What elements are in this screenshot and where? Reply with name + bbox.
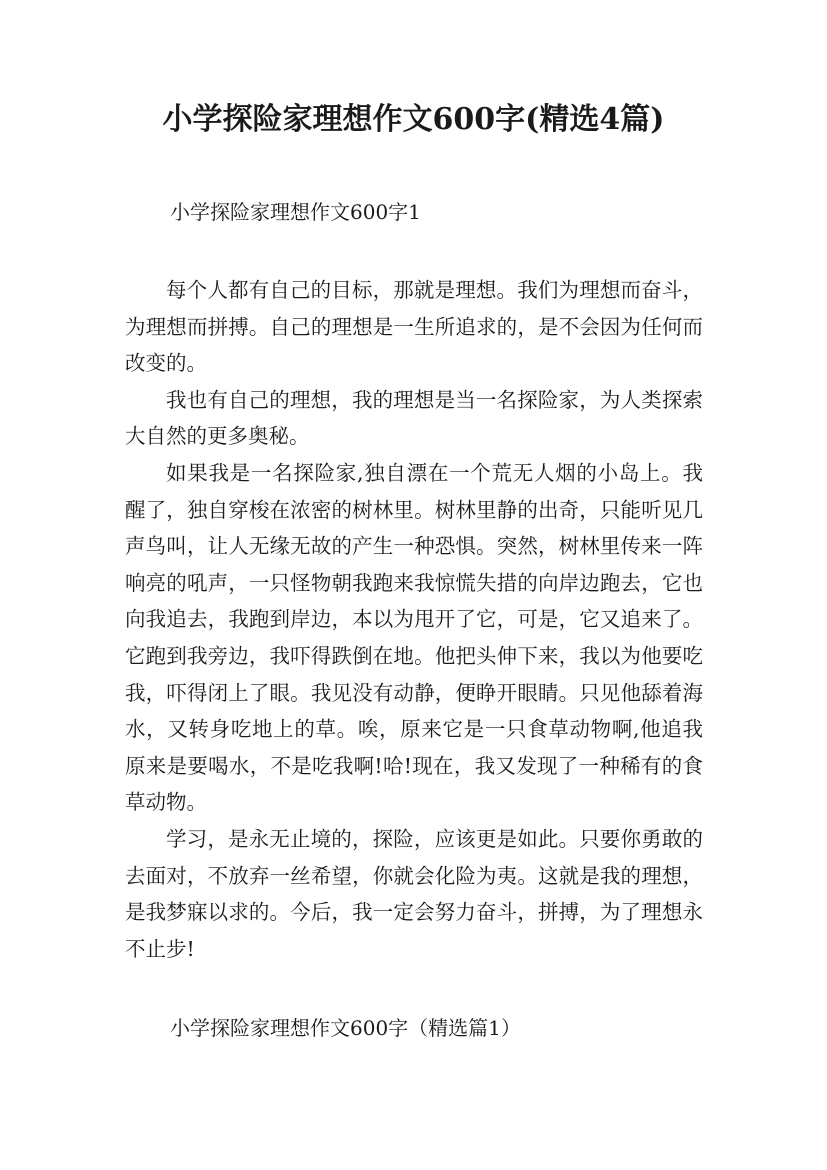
paragraph-2: 我也有自己的理想，我的理想是当一名探险家，为人类探索大自然的更多奥秘。 — [125, 387, 703, 449]
paragraph-1: 每个人都有自己的目标，那就是理想。我们为理想而奋斗，为理想而拼搏。自己的理想是一生所追求的，是不会因为任何而改变的。 — [125, 278, 703, 376]
document-title: 小学探险家理想作文600字(精选4篇) — [162, 102, 665, 137]
paragraph-4: 学习，是永无止境的，探险，应该更是如此。只要你勇敢的去面对，不放弃一丝希望，你就会化险为夷。这就是我的理想，是我梦寐以求的。今后，我一定会努力奋斗，拼搏，为了理想永不止步! — [125, 826, 703, 961]
paragraph-3: 如果我是一名探险家,独自漂在一个荒无人烟的小岛上。我醒了，独自穿梭在浓密的树林里。树林里静的出奇，只能听见几声鸟叫，让人无缘无故的产生一种恐惧。突然，树林里传来一阵响亮的吼声，一只怪物朝我跑来我惊慌失措的向岸边跑去，它也向我追去，我跑到岸边，本以为甩开了它，可是，它又追来了。它跑到我旁边，我吓得跌倒在地。他把头伸下来，我以为他要吃我，吓得闭上了眼。我见没有动静，便睁开眼睛。只见他舔着海水，又转身吃地上的草。唉，原来它是一只食草动物啊,他追我原来是要喝水，不是吃我啊!哈!现在，我又发现了一种稀有的食草动物。 — [125, 460, 703, 815]
section-heading-1: 小学探险家理想作文600字1 — [170, 200, 421, 224]
essay-body — [125, 272, 703, 967]
section-heading-2: 小学探险家理想作文600字（精选篇1） — [170, 1016, 521, 1040]
